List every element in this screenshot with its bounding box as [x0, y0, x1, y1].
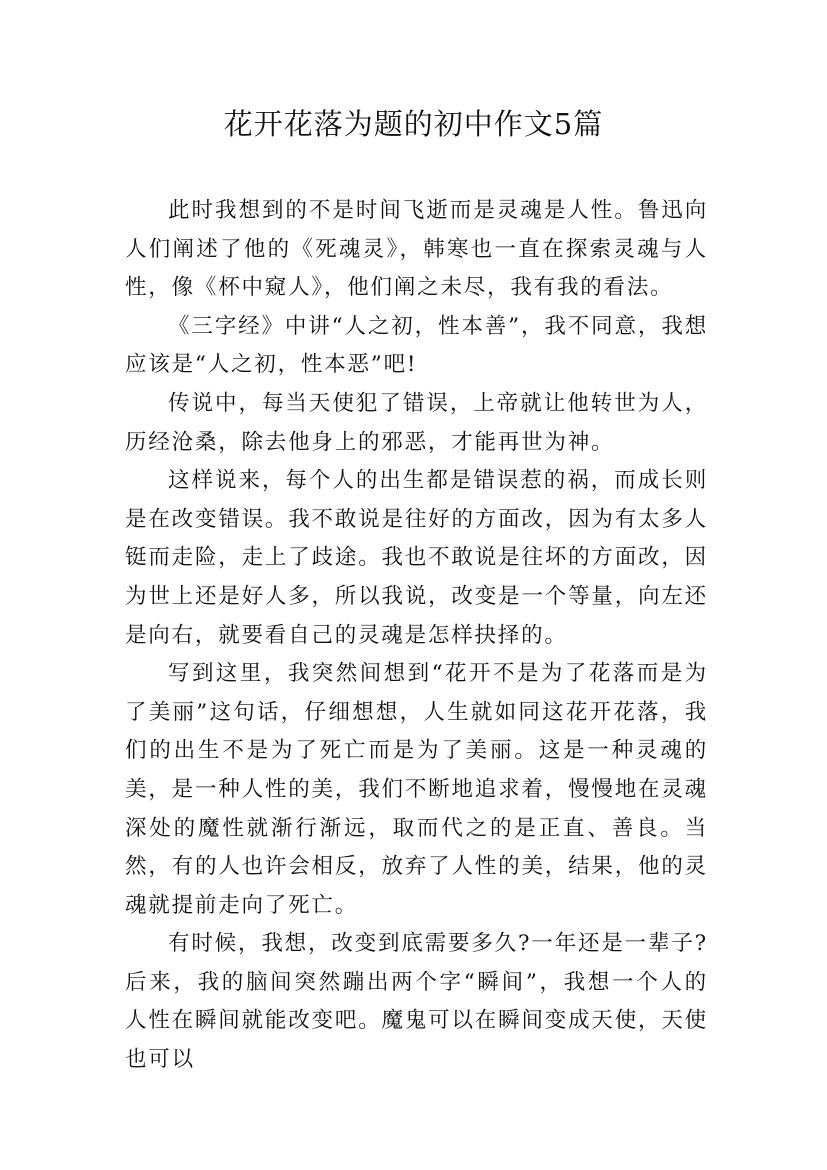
- paragraph-4: 这样说来，每个人的出生都是错误惹的祸，而成长则是在改变错误。我不敢说是往好的方面改，因为有太多人铤而走险，走上了歧途。我也不敢说是往坏的方面改，因为世上还是好人多，所以我说，改变是一个等量，向左还是向右，就要看自己的灵魂是怎样抉择的。: [125, 468, 708, 648]
- paragraph-3: 传说中，每当天使犯了错误，上帝就让他转世为人，历经沧桑，除去他身上的邪恶，才能再世为神。: [125, 390, 708, 455]
- document-title: 花开花落为题的初中作文5篇: [223, 107, 604, 141]
- paragraph-6: 有时候，我想，改变到底需要多久?一年还是一辈子?后来，我的脑间突然蹦出两个字“瞬间”，我想一个人的人性在瞬间就能改变吧。魔鬼可以在瞬间变成天使，天使也可以: [125, 931, 708, 1073]
- document-body: [125, 192, 708, 1080]
- paragraph-5: 写到这里，我突然间想到“花开不是为了花落而是为了美丽”这句话，仔细想想，人生就如同这花开花落，我们的出生不是为了死亡而是为了美丽。这是一种灵魂的美，是一种人性的美，我们不断地追求着，慢慢地在灵魂深处的魔性就渐行渐远，取而代之的是正直、善良。当然，有的人也许会相反，放弃了人性的美，结果，他的灵魂就提前走向了死亡。: [125, 661, 708, 918]
- paragraph-2: 《三字经》中讲“人之初，性本善”，我不同意，我想应该是“人之初，性本恶”吧!: [125, 313, 708, 378]
- paragraph-1: 此时我想到的不是时间飞逝而是灵魂是人性。鲁迅向人们阐述了他的《死魂灵》，韩寒也一直在探索灵魂与人性，像《杯中窥人》，他们阐之未尽，我有我的看法。: [125, 198, 708, 301]
